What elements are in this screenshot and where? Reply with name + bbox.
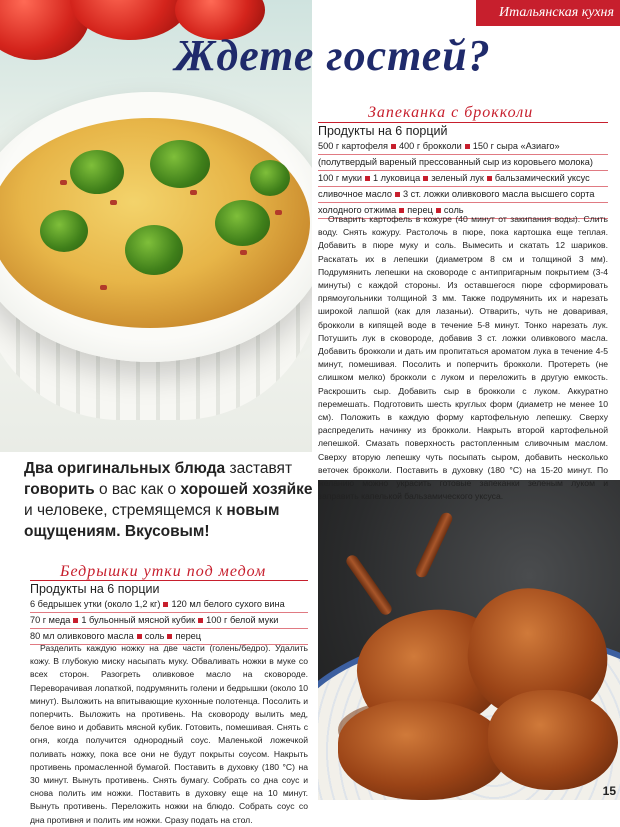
bullet-square [365, 176, 370, 181]
bullet-square [73, 618, 78, 623]
ingredient-line [318, 155, 608, 171]
section-tag: Итальянская кухня [476, 0, 620, 26]
page-number: 15 [602, 784, 616, 798]
ingredient-item: 150 г сыра «Азиаго» [472, 141, 560, 151]
ingredient-item: 70 г меда [30, 615, 71, 625]
ingredient-item: 120 мл белого сухого вина [171, 599, 285, 609]
ingredient-item: бальзамический уксус [494, 173, 590, 183]
bullet-square [167, 634, 172, 639]
bullet-square [391, 144, 396, 149]
duck-ingredients [30, 597, 308, 645]
casserole-portions: Продукты на 6 порций [318, 124, 448, 138]
ingredient-item: 80 мл оливкового масла [30, 631, 134, 641]
ingredient-line [30, 597, 308, 613]
ingredient-item: 6 бедрышек утки (около 1,2 кг) [30, 599, 161, 609]
ingredient-item: сливочное масло [318, 189, 392, 199]
page-title: Ждете гостей? [175, 31, 491, 80]
duck-portions: Продукты на 6 порции [30, 582, 160, 596]
bullet-square [423, 176, 428, 181]
ingredient-item: (полутвердый вареный прессованный сыр из коровьего молока) [318, 157, 593, 167]
intro-run: и человеке, стремящемся к [24, 502, 227, 519]
ingredient-item: соль [144, 631, 165, 641]
ingredient-item: 3 ст. ложки оливкового масла высшего сорта [403, 189, 595, 199]
duck-photo [318, 480, 620, 800]
ingredient-line [318, 139, 608, 155]
ingredient-item: 100 г муки [318, 173, 362, 183]
ingredient-line [30, 613, 308, 629]
intro-run: о вас как о [94, 481, 181, 498]
intro-emphasis: говорить [24, 481, 95, 498]
ingredient-item: 400 г брокколи [398, 141, 462, 151]
bullet-square [137, 634, 142, 639]
ingredient-item: зеленый лук [431, 173, 484, 183]
intro-emphasis: хорошей хозяйке [180, 481, 313, 498]
duck-recipe-title: Бедрышки утки под медом [60, 563, 267, 580]
casserole-method [318, 213, 608, 503]
bullet-square [487, 176, 492, 181]
duck-method-text: Разделить каждую ножку на две части (голень/бедро). Удалить кожу. В глубокую миску насыпать муку. Обваливать ножки в муке со всех сторон. Разогреть оливковое масло на сковороде. Переворачивая лопаткой, подрумянить голени и бедрышки (около 10 минут). Выложить на впитывающие кухонные полотенца. Посолить и поперчить. Выложить на противень. На сковороду вылить мед, белое вино и добавить мясной кубик. Готовить, помешивая. Снять с огня, когда получится однородный соус. Маленькой ложечкой поливать ножку, пока все они не будут покрыты соусом. Накрыть противень промасленной бумагой. Поставить в духовку (180 °С) на 30 минут. Вынуть противень. Снять бумагу. Собрать со дна соус и снова полить им ножки. Поставить в духовку еще на 10 минут. Вынуть противень. Переложить ножки на блюдо. Собрать соус со дна противня и полить им ножки. Сразу подать на стол. [30, 643, 308, 825]
ingredient-item: 1 бульонный мясной кубик [81, 615, 196, 625]
duck-method [30, 642, 308, 827]
bullet-square [395, 192, 400, 197]
ingredient-item: перец [407, 205, 433, 215]
duck-title-rule [30, 580, 308, 581]
ingredient-item: 100 г белой муки [206, 615, 279, 625]
casserole-title-rule [318, 122, 608, 123]
intro-emphasis: Два оригинальных блюда [24, 460, 226, 477]
bullet-square [163, 602, 168, 607]
bullet-square [436, 208, 441, 213]
intro-run: заставят [225, 460, 293, 477]
ingredient-item: соль [443, 205, 464, 215]
ingredient-line [318, 171, 608, 187]
bullet-square [198, 618, 203, 623]
bullet-square [465, 144, 470, 149]
intro-emphasis: новым ощущениям. Вкусовым! [24, 502, 280, 540]
casserole-method-text: Отварить картофель в кожуре (40 минут от закипания воды). Слить воду. Снять кожуру. Растолочь в пюре, пока картошка еще теплая. Добавить в пюре муку и соль. Вымесить и скатать 12 шариков. Раскатать их в лепешки (диаметром 8 см и толщиной 3 мм). Подрумянить лепешки на сковороде с антипригарным покрытием (3-4 минуты) с каждой стороны. Из оставшегося пюре сформировать прямоугольники толщиной 3 мм. Также подрумянить их и нарезать широкой лапшой (как для лазаньи). Отварить, чуть не доваривая, брокколи в кипящей воде в течение 5-8 минут. Тонко нарезать лук. Потушить лук в сковороде, добавив 3 ст. ложки оливкового масла. Добавить брокколи и дать им пропитаться ароматом лука в течение 4-5 минут, помешивая. Посолить и поперчить брокколи. Протереть (не слишком мелко) брокколи с луком и переложить в другую емкость. Раскрошить сыр. Добавить сыр в брокколи с луком. Аккуратно перемешать. Подготовить шесть круглых форм (диаметр не менее 10 см). Положить в каждую форму картофельную лепешку. Сверху распределить начинку из брокколи. Накрыть второй картофельной лепешкой. Смазать поверхность растопленным сливочным маслом. Сверху вторую лепешку чуть посыпать сыром, добавить несколько веточек брокколи. Поставить в духовку (180 °С) на 15-20 минут. По желанию можно украсить готовые запеканки зеленым луком и заправить капелькой бальзамического уксуса. [318, 214, 608, 502]
ingredient-item: перец [175, 631, 202, 641]
casserole-ingredients [318, 139, 608, 219]
ingredient-item: 1 луковица [372, 173, 421, 183]
ingredient-item: холодного отжима [318, 205, 397, 215]
intro-text [24, 458, 314, 542]
ingredient-item: 500 г картофеля [318, 141, 388, 151]
bullet-square [399, 208, 404, 213]
casserole-recipe-title: Запеканка с брокколи [368, 104, 534, 121]
ingredient-line [318, 187, 608, 203]
